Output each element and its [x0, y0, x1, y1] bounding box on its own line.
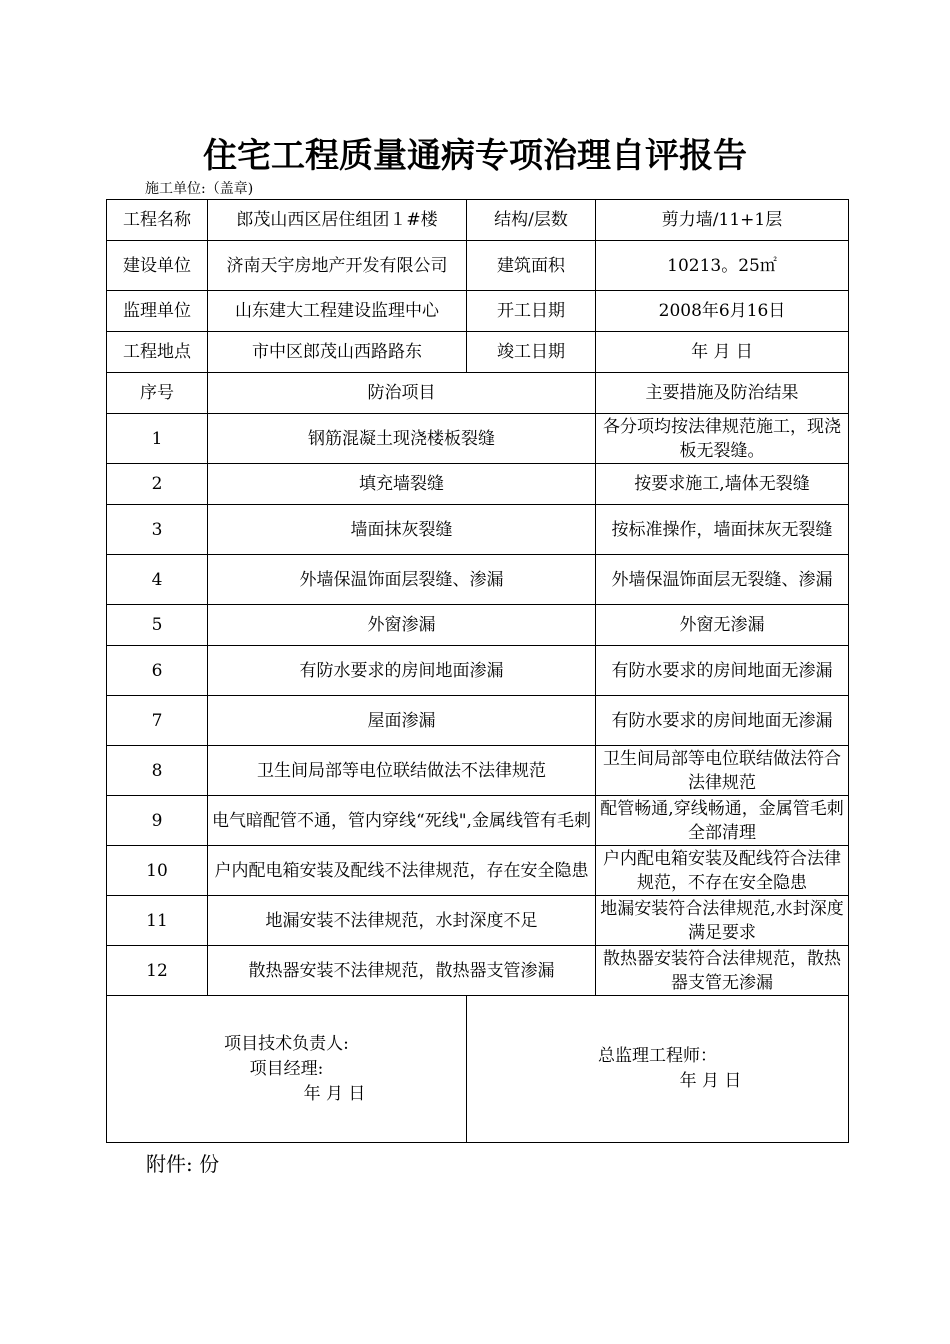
item-no: 3 [107, 505, 208, 555]
table-row [107, 414, 849, 464]
attachment-note: 附件: 份 [146, 1152, 220, 1176]
table-row [107, 846, 849, 896]
info-row-project [107, 200, 849, 241]
item-no: 5 [107, 605, 208, 646]
construction-unit-label: 施工单位:（盖章) [145, 181, 254, 197]
table-row [107, 696, 849, 746]
item-result: 有防水要求的房间地面无渗漏 [596, 646, 849, 696]
item-name: 钢筋混凝土现浇楼板裂缝 [208, 414, 596, 464]
item-no: 10 [107, 846, 208, 896]
header-result: 主要措施及防治结果 [596, 373, 849, 414]
item-no: 12 [107, 946, 208, 996]
location-value: 市中区郎茂山西路路东 [208, 332, 467, 373]
item-result: 外窗无渗漏 [596, 605, 849, 646]
item-no: 7 [107, 696, 208, 746]
info-row-builder [107, 241, 849, 291]
structure-label: 结构/层数 [467, 200, 596, 241]
item-no: 11 [107, 896, 208, 946]
item-name: 外窗渗漏 [208, 605, 596, 646]
page-title: 住宅工程质量通病专项治理自评报告 [203, 136, 747, 176]
item-name: 卫生间局部等电位联结做法不法律规范 [208, 746, 596, 796]
item-name: 外墙保温饰面层裂缝、渗漏 [208, 555, 596, 605]
area-value: 10213。25㎡ [596, 241, 849, 291]
contractor-signature-block [107, 996, 467, 1143]
location-label: 工程地点 [107, 332, 208, 373]
item-result: 各分项均按法律规范施工，现浇板无裂缝。 [596, 414, 849, 464]
start-date-value: 2008年6月16日 [596, 291, 849, 332]
table-row [107, 796, 849, 846]
builder-label: 建设单位 [107, 241, 208, 291]
item-result: 散热器安装符合法律规范，散热器支管无渗漏 [596, 946, 849, 996]
header-item: 防治项目 [208, 373, 596, 414]
supervisor-value: 山东建大工程建设监理中心 [208, 291, 467, 332]
item-result: 按标准操作，墙面抹灰无裂缝 [596, 505, 849, 555]
table-row [107, 896, 849, 946]
supervisor-date: 年 月 日 [679, 1071, 742, 1091]
chief-supervisor-label: 总监理工程师： [598, 1046, 717, 1066]
item-name: 户内配电箱安装及配线不法律规范，存在安全隐患 [208, 846, 596, 896]
supervisor-signature-block [467, 996, 849, 1143]
info-row-supervisor [107, 291, 849, 332]
item-result: 户内配电箱安装及配线符合法律规范，不存在安全隐患 [596, 846, 849, 896]
item-result: 地漏安装符合法律规范,水封深度满足要求 [596, 896, 849, 946]
item-result: 外墙保温饰面层无裂缝、渗漏 [596, 555, 849, 605]
item-result: 按要求施工,墙体无裂缝 [596, 464, 849, 505]
item-name: 地漏安装不法律规范，水封深度不足 [208, 896, 596, 946]
finish-date-value: 年 月 日 [596, 332, 849, 373]
report-table [106, 199, 849, 1143]
signature-row [107, 996, 849, 1143]
item-no: 1 [107, 414, 208, 464]
info-row-location [107, 332, 849, 373]
finish-date-label: 竣工日期 [467, 332, 596, 373]
header-no: 序号 [107, 373, 208, 414]
table-row [107, 505, 849, 555]
item-name: 有防水要求的房间地面渗漏 [208, 646, 596, 696]
item-name: 填充墙裂缝 [208, 464, 596, 505]
item-name: 墙面抹灰裂缝 [208, 505, 596, 555]
item-name: 散热器安装不法律规范，散热器支管渗漏 [208, 946, 596, 996]
project-name-value: 郎茂山西区居住组团１#楼 [208, 200, 467, 241]
table-row [107, 646, 849, 696]
area-label: 建筑面积 [467, 241, 596, 291]
start-date-label: 开工日期 [467, 291, 596, 332]
item-no: 4 [107, 555, 208, 605]
item-no: 2 [107, 464, 208, 505]
builder-value: 济南天宇房地产开发有限公司 [208, 241, 467, 291]
item-result: 卫生间局部等电位联结做法符合法律规范 [596, 746, 849, 796]
item-name: 电气暗配管不通，管内穿线“死线",金属线管有毛刺 [208, 796, 596, 846]
structure-value: 剪力墙/11+1层 [596, 200, 849, 241]
project-name-label: 工程名称 [107, 200, 208, 241]
item-no: 9 [107, 796, 208, 846]
item-no: 6 [107, 646, 208, 696]
item-result: 配管畅通,穿线畅通，金属管毛刺全部清理 [596, 796, 849, 846]
item-name: 屋面渗漏 [208, 696, 596, 746]
table-row [107, 946, 849, 996]
project-manager-label: 项目经理: [249, 1058, 324, 1079]
item-result: 有防水要求的房间地面无渗漏 [596, 696, 849, 746]
table-row [107, 605, 849, 646]
table-row [107, 746, 849, 796]
contractor-date: 年 月 日 [303, 1083, 366, 1104]
table-row [107, 555, 849, 605]
item-no: 8 [107, 746, 208, 796]
tech-lead-label: 项目技术负责人: [224, 1033, 349, 1054]
supervisor-label: 监理单位 [107, 291, 208, 332]
table-row [107, 464, 849, 505]
items-header-row [107, 373, 849, 414]
